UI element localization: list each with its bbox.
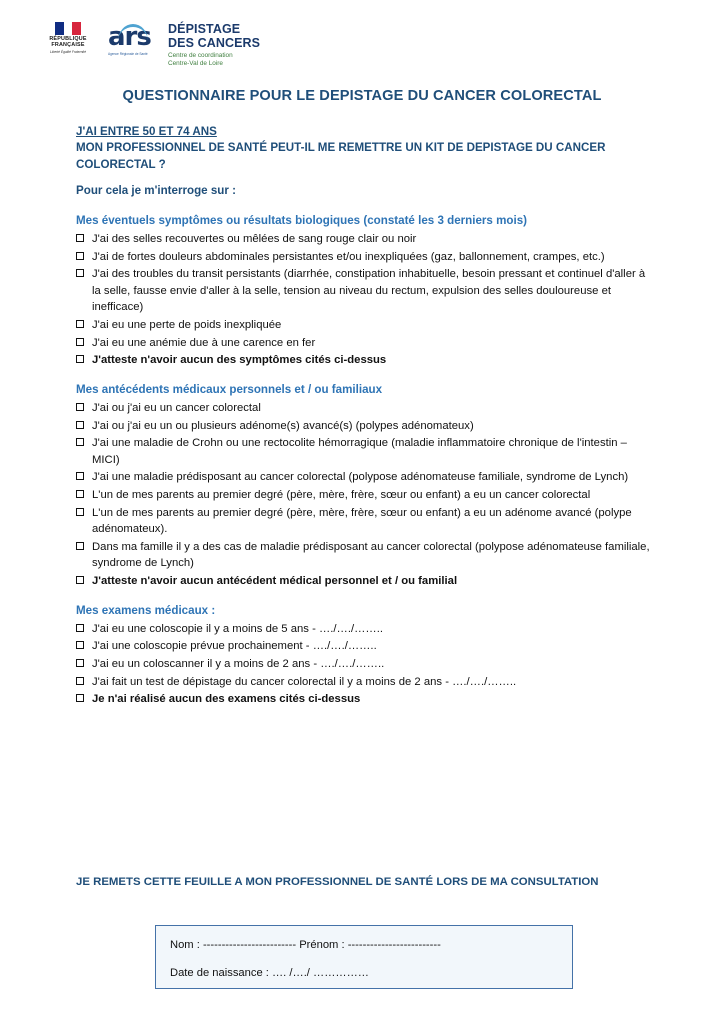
list-item-label: J'ai eu une coloscopie il y a moins de 5 ans - …./…./……..	[92, 622, 383, 635]
list-item-label: J'atteste n'avoir aucun antécédent médical personnel et / ou familial	[92, 574, 458, 587]
depistage-line1: DÉPISTAGE	[168, 22, 241, 36]
checkbox-icon[interactable]	[76, 508, 84, 516]
section-title-examens: Mes examens médicaux :	[76, 603, 216, 617]
checkbox-icon[interactable]	[76, 490, 84, 498]
list-item-attestation[interactable]	[76, 573, 654, 590]
document-header	[42, 22, 260, 69]
checkbox-icon[interactable]	[76, 472, 84, 480]
checkbox-icon[interactable]	[76, 338, 84, 346]
list-item-label: J'ai une maladie prédisposant au cancer colorectal (polypose adénomateuse familiale, syndrome de Lynch)	[92, 471, 629, 484]
list-item-label: L'un de mes parents au premier degré (père, mère, frère, sœur ou enfant) a eu un adénome avancé (polype adénomateux).	[92, 506, 632, 536]
page-title: QUESTIONNAIRE POUR LE DEPISTAGE DU CANCER COLORECTAL	[122, 88, 602, 104]
list-item[interactable]	[76, 638, 654, 655]
section-symptomes	[76, 213, 654, 369]
list-item[interactable]	[76, 539, 654, 572]
list-item[interactable]	[76, 400, 654, 417]
list-item[interactable]	[76, 674, 654, 691]
section-examens	[76, 603, 654, 708]
intro-line-1: J'AI ENTRE 50 ET 74 ANS	[76, 125, 217, 138]
ars-subtitle: Agence Régionale de Santé	[108, 52, 148, 57]
list-item[interactable]	[76, 621, 654, 638]
section-antecedents	[76, 382, 654, 590]
checkbox-icon[interactable]	[76, 641, 84, 649]
checklist-symptomes	[76, 231, 654, 369]
list-item-label: Je n'ai réalisé aucun des examens cités ci-dessus	[92, 693, 361, 706]
checkbox-icon[interactable]	[76, 269, 84, 277]
depistage-line2: DES CANCERS	[168, 35, 261, 50]
checklist-examens	[76, 621, 654, 708]
ars-wordmark: ars	[108, 22, 151, 52]
checkbox-icon[interactable]	[76, 659, 84, 667]
list-item-label: J'ai eu un coloscanner il y a moins de 2 ans - …./…./……..	[92, 657, 385, 670]
list-item[interactable]	[76, 487, 654, 504]
list-item-label: J'ai ou j'ai eu un cancer colorectal	[92, 402, 261, 414]
republique-francaise-logo	[42, 22, 94, 54]
checkbox-icon[interactable]	[76, 421, 84, 429]
footer-note: JE REMETS CETTE FEUILLE A MON PROFESSIONNEL DE SANTÉ LORS DE MA CONSULTATION	[76, 876, 599, 888]
depistage-sub1: Centre de coordination	[168, 52, 233, 59]
list-item[interactable]	[76, 249, 654, 266]
list-item[interactable]	[76, 469, 654, 486]
list-item-attestation[interactable]	[76, 352, 654, 369]
depistage-sub2: Centre-Val de Loire	[168, 60, 223, 68]
republique-label: RÉPUBLIQUE FRANÇAISE	[49, 36, 87, 48]
list-item[interactable]	[76, 435, 654, 468]
checkbox-icon[interactable]	[76, 320, 84, 328]
ars-logo	[108, 22, 260, 69]
checkbox-icon[interactable]	[76, 355, 84, 363]
checkbox-icon[interactable]	[76, 542, 84, 550]
list-item-label: J'ai eu une perte de poids inexpliquée	[92, 319, 282, 331]
list-item-label: J'ai ou j'ai eu un ou plusieurs adénome(s) avancé(s) (polypes adénomateux)	[92, 419, 474, 432]
identity-name-line[interactable]: Nom : ------------------------- Prénom : -------------------------	[170, 939, 441, 951]
list-item-label: J'ai une coloscopie prévue prochainement - …./…./……..	[92, 640, 377, 653]
list-item-label: Dans ma famille il y a des cas de maladie prédisposant au cancer colorectal (polypose adénomateuse familiale, syndrome de Lynch)	[92, 540, 650, 570]
list-item[interactable]	[76, 231, 654, 248]
identity-box	[155, 925, 573, 989]
section-title-symptomes: Mes éventuels symptômes ou résultats biologiques (constaté les 3 derniers mois)	[76, 213, 528, 227]
list-item[interactable]	[76, 505, 654, 538]
intro-line-2: MON PROFESSIONNEL DE SANTÉ PEUT-IL ME REMETTRE UN KIT DE DEPISTAGE DU CANCER COLORECTAL ?	[76, 141, 606, 171]
section-title-antecedents: Mes antécédents médicaux personnels et / ou familiaux	[76, 382, 383, 396]
checkbox-icon[interactable]	[76, 624, 84, 632]
list-item[interactable]	[76, 317, 654, 334]
intro-prompt: Pour cela je m'interroge sur :	[76, 184, 236, 198]
list-item-label: J'ai des selles recouvertes ou mêlées de sang rouge clair ou noir	[92, 233, 417, 246]
depistage-wordmark	[168, 22, 260, 69]
checkbox-icon[interactable]	[76, 677, 84, 685]
list-item-label: J'ai une maladie de Crohn ou une rectocolite hémorragique (maladie inflammatoire chronique de l'intestin – MICI)	[92, 437, 627, 466]
list-item[interactable]	[76, 418, 654, 435]
list-item-label: J'ai de fortes douleurs abdominales persistantes et/ou inexpliquées (gaz, ballonnement, crampes, etc.)	[92, 250, 605, 263]
list-item-attestation[interactable]	[76, 691, 654, 708]
checklist-antecedents	[76, 400, 654, 590]
list-item[interactable]	[76, 656, 654, 673]
list-item-label: J'ai des troubles du transit persistants (diarrhée, constipation inhabituelle, besoin pressant et continuel d'aller à la selle, fausse envie d'aller à la selle, tension au niveau du rectum, expulsion des selles douloureuse et inefficace)	[92, 268, 646, 314]
devise-label: Liberté Égalité Fraternité	[49, 50, 87, 55]
list-item[interactable]	[76, 266, 654, 316]
list-item-label: J'ai fait un test de dépistage du cancer colorectal il y a moins de 2 ans - …./…./……..	[92, 675, 517, 688]
document-body	[76, 124, 654, 709]
checkbox-icon[interactable]	[76, 234, 84, 242]
list-item-label: L'un de mes parents au premier degré (père, mère, frère, sœur ou enfant) a eu un cancer colorectal	[92, 488, 591, 501]
list-item[interactable]	[76, 335, 654, 352]
checkbox-icon[interactable]	[76, 252, 84, 260]
identity-birthdate-line[interactable]: Date de naissance : …. /…./ ……………	[170, 967, 369, 980]
list-item-label: J'atteste n'avoir aucun des symptômes cités ci-dessus	[92, 354, 387, 367]
french-flag-icon	[55, 22, 81, 35]
checkbox-icon[interactable]	[76, 403, 84, 411]
ars-mark	[108, 22, 162, 56]
checkbox-icon[interactable]	[76, 694, 84, 702]
checkbox-icon[interactable]	[76, 438, 84, 446]
list-item-label: J'ai eu une anémie due à une carence en fer	[92, 336, 316, 349]
checkbox-icon[interactable]	[76, 576, 84, 584]
